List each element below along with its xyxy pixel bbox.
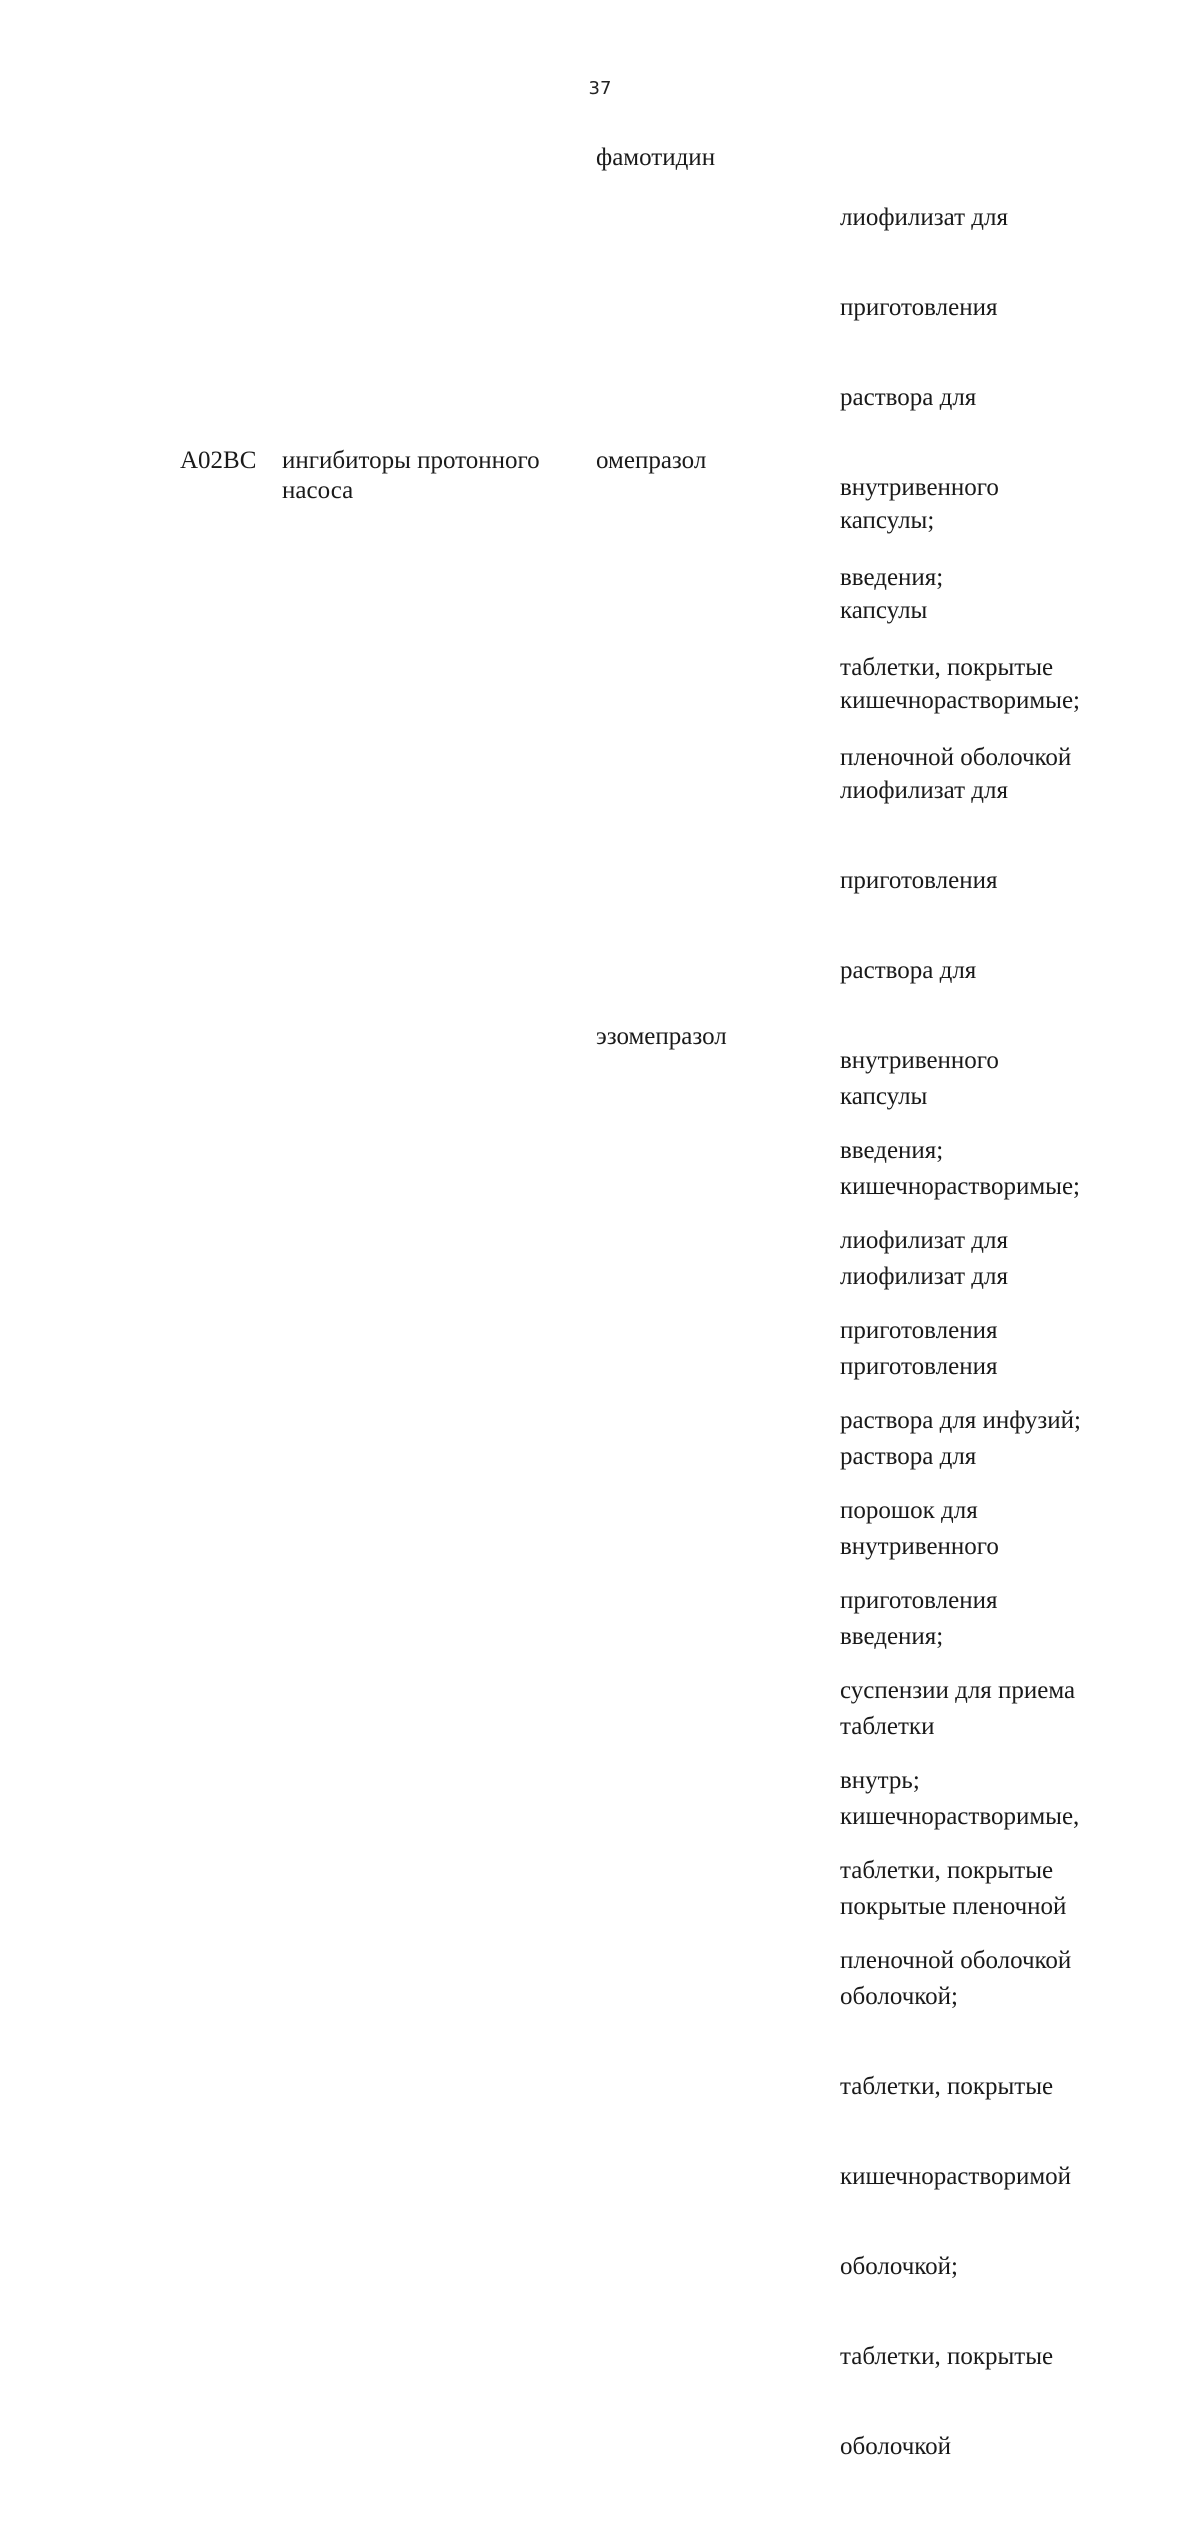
drug-name: эзомепразол bbox=[596, 1023, 727, 1050]
dosage-form-line: суспензии для приема bbox=[840, 1677, 1076, 1704]
dosage-form-line: приготовления bbox=[840, 294, 998, 321]
dosage-form-line: капсулы; bbox=[840, 507, 935, 534]
dosage-form-line: раствора для bbox=[840, 1443, 977, 1470]
dosage-form-line: капсулы bbox=[840, 597, 928, 624]
dosage-form-line: таблетки, покрытые bbox=[840, 1857, 1054, 1884]
dosage-form-line: оболочкой; bbox=[840, 1983, 958, 2010]
drug-name: омепразол bbox=[596, 447, 707, 474]
dosage-form-line: внутривенного bbox=[840, 474, 999, 501]
dosage-form-line: внутрь; bbox=[840, 1767, 920, 1794]
dosage-form-line: введения; bbox=[840, 564, 944, 591]
dosage-form-line: пленочной оболочкой bbox=[840, 1947, 1072, 1974]
dosage-form-line: кишечнорастворимые, bbox=[840, 1803, 1080, 1830]
dosage-form-line: таблетки, покрытые bbox=[840, 654, 1054, 681]
dosage-form-line: покрытые пленочной bbox=[840, 1893, 1067, 1920]
pharmacological-group: ингибиторы протонного насоса bbox=[282, 447, 540, 504]
dosage-form-line: таблетки bbox=[840, 1713, 935, 1740]
dosage-form-line: лиофилизат для bbox=[840, 1263, 1008, 1290]
dosage-form-line: кишечнорастворимой bbox=[840, 2163, 1072, 2190]
dosage-form-line: введения; bbox=[840, 1137, 944, 1164]
dosage-form-line: приготовления bbox=[840, 1353, 998, 1380]
dosage-form-line: кишечнорастворимые; bbox=[840, 687, 1080, 714]
dosage-form-line: внутривенного bbox=[840, 1533, 999, 1560]
dosage-form-line: приготовления bbox=[840, 1587, 998, 1614]
dosage-form-line: таблетки, покрытые bbox=[840, 2343, 1054, 2370]
dosage-form-line: кишечнорастворимые; bbox=[840, 1173, 1080, 1200]
dosage-form-line: раствора для инфузий; bbox=[840, 1407, 1081, 1434]
dosage-form-line: приготовления bbox=[840, 1317, 998, 1344]
dosage-form-line: лиофилизат для bbox=[840, 1227, 1008, 1254]
dosage-form-line: порошок для bbox=[840, 1497, 978, 1524]
dosage-form-line: лиофилизат для bbox=[840, 777, 1008, 804]
drug-name: фамотидин bbox=[596, 144, 716, 171]
dosage-form-line: пленочной оболочкой bbox=[840, 744, 1072, 771]
dosage-form-line: таблетки, покрытые bbox=[840, 2073, 1054, 2100]
dosage-form-line: капсулы bbox=[840, 1083, 928, 1110]
dosage-form-line: раствора для bbox=[840, 384, 977, 411]
dosage-form-line: приготовления bbox=[840, 867, 998, 894]
dosage-form-line: введения; bbox=[840, 1623, 944, 1650]
dosage-forms bbox=[840, 1022, 1080, 2522]
dosage-form-line: лиофилизат для bbox=[840, 204, 1008, 231]
atc-code: A02BC bbox=[180, 447, 257, 474]
dosage-form-line: оболочкой bbox=[840, 2433, 952, 2460]
page-number: 37 bbox=[588, 78, 612, 99]
dosage-form-line: раствора для bbox=[840, 957, 977, 984]
dosage-form-line: оболочкой; bbox=[840, 2253, 958, 2280]
dosage-form-line: внутривенного bbox=[840, 1047, 999, 1074]
